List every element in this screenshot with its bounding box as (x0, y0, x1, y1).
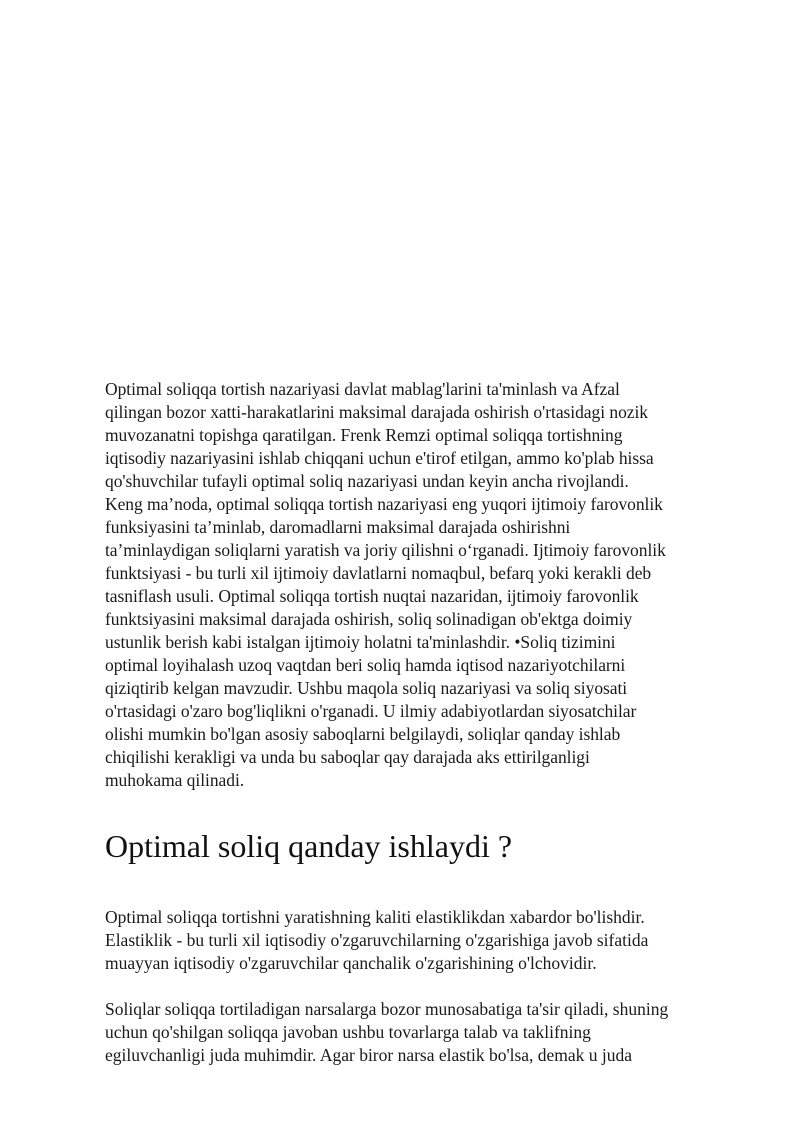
heading-section (105, 827, 512, 865)
intro-section (105, 378, 715, 792)
market-section (105, 998, 720, 1067)
market-paragraph: Soliqlar soliqqa tortiladigan narsalarga bozor munosabatiga ta'sir qiladi, shuning uchun qo'shilgan soliqqa javoban ushbu tovarlarga talab va taklifning egiluvchanligi juda muhimdir. Agar biror narsa elastik bo'lsa, demak u juda (105, 999, 669, 1065)
elasticity-paragraph: Optimal soliqqa tortishni yaratishning kaliti elastiklikdan xabardor bo'lishdir. Elastiklik - bu turli xil iqtisodiy o'zgaruvchilarning o'zgarishiga javob sifatida muayyan iqtisodiy o'zgaruvchilar qanchalik o'zgarishining o'lchovidir. (105, 907, 649, 973)
section-heading: Optimal soliq qanday ishlaydi ? (105, 828, 513, 864)
elasticity-section (105, 906, 720, 975)
intro-paragraph: Optimal soliqqa tortish nazariyasi davlat mablag'larini ta'minlash va Afzal qilingan bozor xatti-harakatlarini maksimal darajada oshirish o'rtasidagi nozik muvozanatni topishga qaratilgan. Frenk Remzi optimal soliqqa tortishning iqtisodiy nazariyasini ishlab chiqqani uchun e'tirof etilgan, ammo ko'plab hissa qo'shuvchilar tufayli optimal soliq nazariyasi undan keyin ancha rivojlandi. Keng ma’noda, optimal soliqqa tortish nazariyasi eng yuqori ijtimoiy farovonlik funksiyasini ta’minlab, daromadlarni maksimal darajada oshirishni ta’minlaydigan soliqlarni yaratish va joriy qilishni o‘rganadi. Ijtimoiy farovonlik funktsiyasi - bu turli xil ijtimoiy davlatlarni nomaqbul, befarq yoki kerakli deb tasniflash usuli. Optimal soliqqa tortish nuqtai nazaridan, ijtimoiy farovonlik funktsiyasini maksimal darajada oshirish, soliq solinadigan ob'ektga doimiy ustunlik berish kabi istalgan ijtimoiy holatni ta'minlashdir. •Soliq tizimini optimal loyihalash uzoq vaqtdan beri soliq hamda iqtisod nazariyotchilarni qiziqtirib kelgan mavzudir. Ushbu maqola soliq nazariyasi va soliq siyosati o'rtasidagi o'zaro bog'liqlikni o'rganadi. U ilmiy adabiyotlardan siyosatchilar olishi mumkin bo'lgan asosiy saboqlarni belgilaydi, soliqlar qanday ishlab chiqilishi kerakligi va unda bu saboqlar qay darajada aks ettirilganligi muhokama qilinadi. (105, 379, 666, 790)
